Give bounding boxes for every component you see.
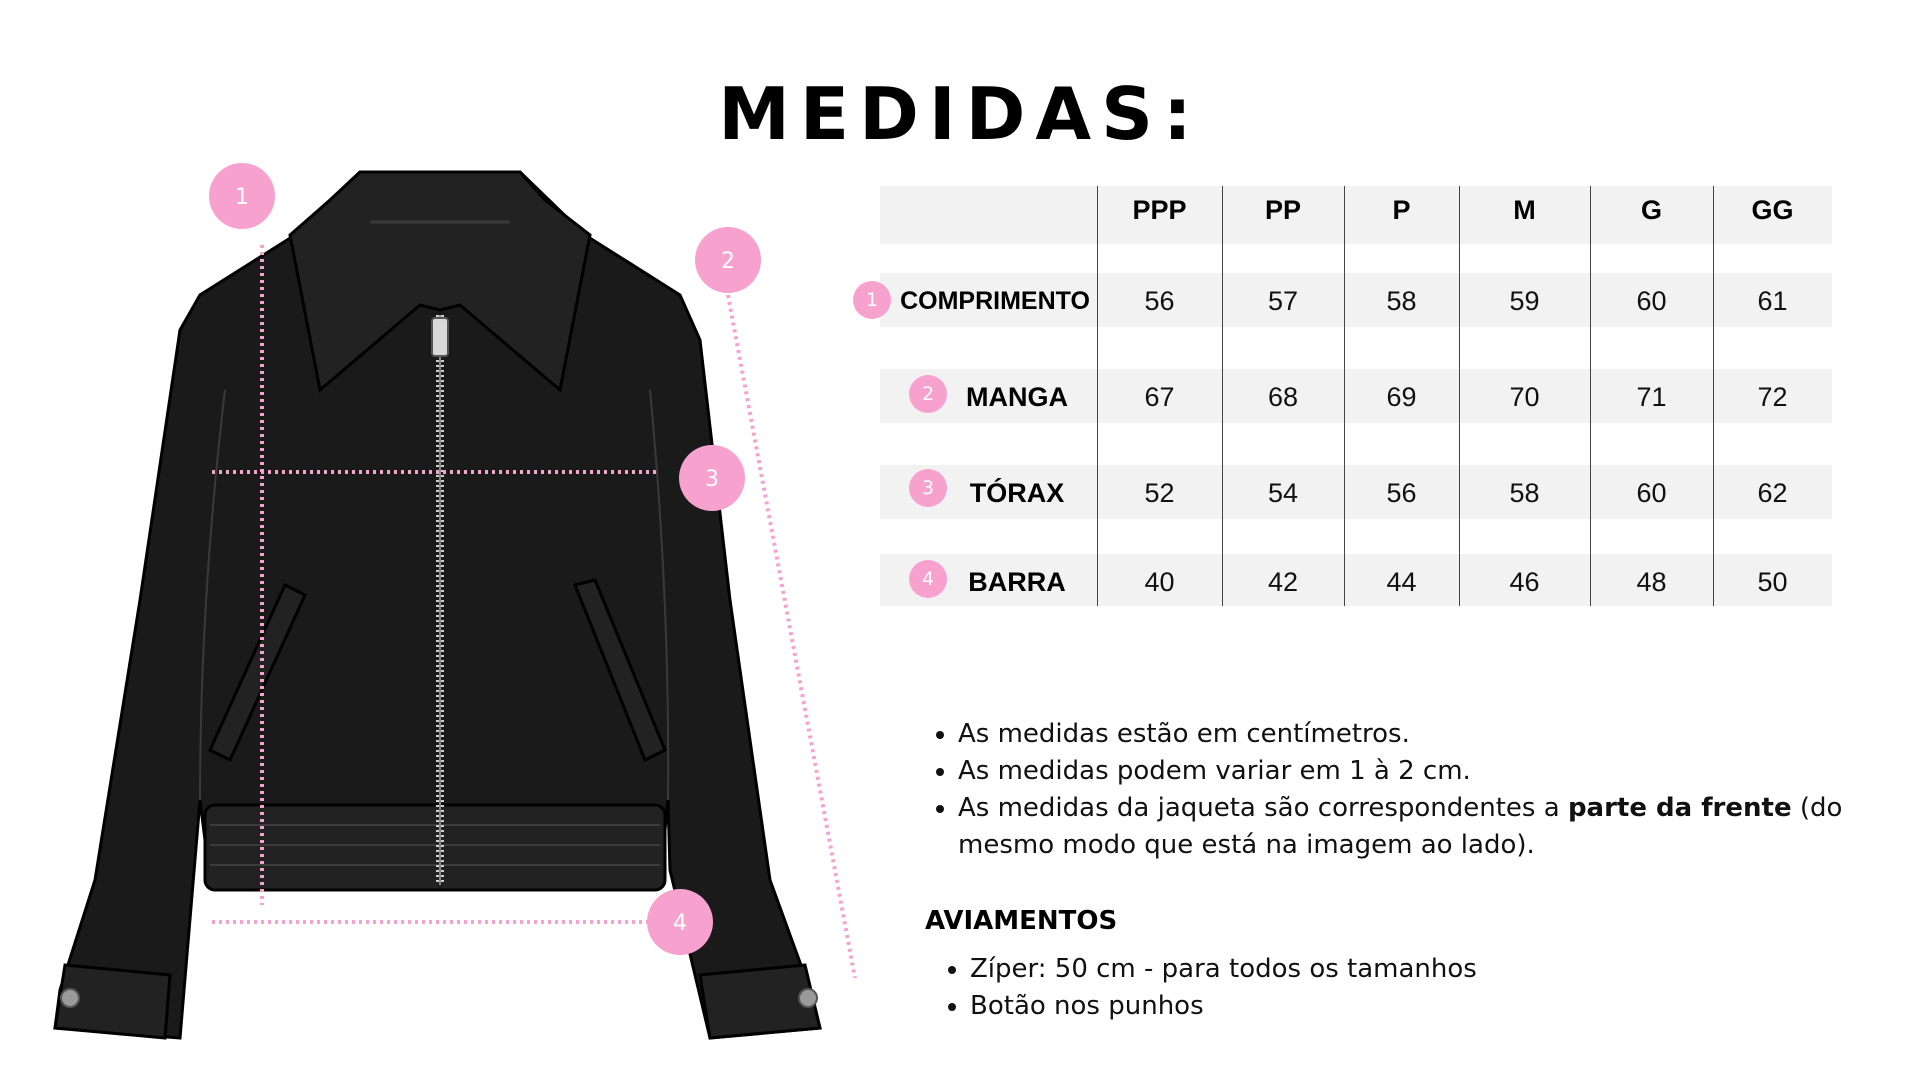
size-header: GG (1751, 195, 1794, 225)
size-header: M (1513, 195, 1536, 225)
marker-3 (679, 445, 745, 511)
table-cell: 46 (1509, 567, 1540, 597)
table-cell: 67 (1144, 382, 1175, 412)
note-text: As medidas da jaqueta são correspondentes a (958, 793, 1568, 823)
table-cell: 60 (1636, 478, 1667, 508)
svg-text:1: 1 (235, 185, 249, 210)
note-emphasis: parte da frente (1567, 793, 1792, 823)
left-cuff-button-icon (61, 989, 79, 1007)
row-badge: 4 (909, 560, 947, 598)
table-cell: 44 (1386, 567, 1417, 597)
table-cell: 54 (1267, 478, 1299, 508)
table-cell: 68 (1267, 382, 1299, 412)
waistband (205, 805, 665, 890)
note-item: • As medidas podem variar em 1 à 2 cm. (958, 753, 1880, 790)
table-cell: 48 (1636, 567, 1667, 597)
svg-text:3: 3 (705, 467, 719, 492)
marker-4 (647, 889, 713, 955)
table-cell: 72 (1757, 382, 1788, 412)
row-label: BARRA (968, 567, 1066, 597)
table-cell: 56 (1386, 478, 1417, 508)
note-item: • As medidas estão em centímetros. (958, 716, 1880, 753)
table-cell: 62 (1757, 478, 1788, 508)
row-label: TÓRAX (969, 478, 1065, 508)
table-cell: 42 (1267, 567, 1299, 597)
row-badge: 3 (909, 469, 947, 507)
page-title: MEDIDAS: (718, 72, 1202, 156)
trims-item: • Zíper: 50 cm - para todos os tamanhos (970, 951, 1477, 988)
size-header: PPP (1132, 195, 1187, 225)
size-header: PP (1264, 195, 1302, 225)
note-text: (do mesmo modo que está na imagem ao lado). (958, 793, 1843, 860)
table-cell: 40 (1144, 567, 1175, 597)
trims-title: AVIAMENTOS (925, 906, 1118, 936)
svg-text:2: 2 (721, 249, 735, 274)
table-cell: 69 (1386, 382, 1417, 412)
size-header: P (1392, 195, 1411, 225)
row-badge: 1 (853, 281, 891, 319)
size-table (865, 186, 1832, 606)
right-cuff-button-icon (799, 989, 817, 1007)
table-cell: 71 (1636, 382, 1667, 412)
table-cell: 60 (1636, 286, 1667, 316)
table-cell: 70 (1509, 382, 1540, 412)
table-cell: 58 (1509, 478, 1540, 508)
table-cell: 61 (1757, 286, 1788, 316)
marker-2 (695, 227, 761, 293)
row-label: MANGA (966, 382, 1068, 412)
table-cell: 58 (1386, 286, 1417, 316)
jacket-illustration (0, 0, 880, 1080)
row-badge: 2 (909, 375, 947, 413)
size-header: G (1640, 195, 1662, 225)
notes-list (930, 716, 1880, 864)
trims-item: • Botão nos punhos (970, 988, 1477, 1025)
table-cell: 52 (1144, 478, 1175, 508)
note-item (958, 790, 1880, 864)
trims-list (942, 951, 1477, 1025)
table-cell: 56 (1144, 286, 1175, 316)
marker-1 (209, 163, 275, 229)
row-label: COMPRIMENTO (900, 287, 1090, 315)
zipper-pull (432, 318, 448, 356)
table-cell: 50 (1757, 567, 1788, 597)
table-cell: 59 (1509, 286, 1540, 316)
svg-text:4: 4 (673, 911, 687, 936)
table-cell: 57 (1267, 286, 1299, 316)
